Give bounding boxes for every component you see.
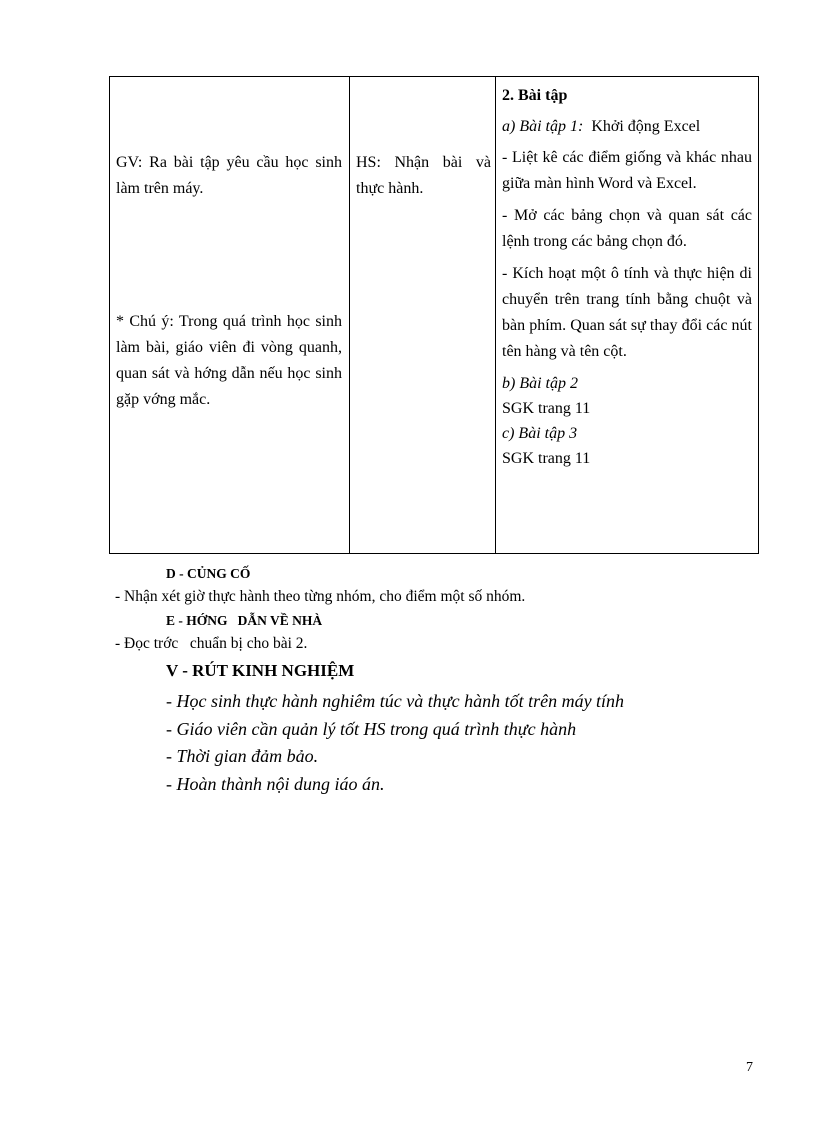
lesson-table (109, 76, 759, 554)
section-e-body: - Đọc trớc chuẩn bị cho bài 2. (115, 635, 308, 652)
exercise-a-text: Khởi động Excel (591, 118, 701, 135)
section-v-heading: V - RÚT KINH NGHIỆM (166, 661, 355, 680)
experience-item: - Thời gian đảm bảo. (166, 746, 319, 766)
exercise-a-label: a) Bài tập 1: (502, 118, 584, 135)
exercise-heading: 2. Bài tập (502, 87, 568, 104)
column-divider (495, 77, 496, 553)
exercise-item-1: - Liệt kê các điểm giống và khác nhau giữa màn hình Word và Excel. (502, 149, 752, 192)
page-number: 7 (746, 1060, 753, 1075)
student-task: HS: Nhận bài và thực hành. (356, 154, 491, 197)
exercise-column (502, 83, 752, 471)
exercise-a (502, 115, 752, 139)
exercise-c-text: SGK trang 11 (502, 450, 591, 467)
experience-item: - Học sinh thực hành nghiêm túc và thực hành tốt trên máy tính (166, 691, 625, 711)
section-d-heading: D - CỦNG CỐ (166, 566, 251, 581)
section-d-body: - Nhận xét giờ thực hành theo từng nhóm, cho điểm một số nhóm. (115, 588, 526, 605)
teacher-note: * Chú ý: Trong quá trình học sinh làm bài, giáo viên đi vòng quanh, quan sát và hớng dẫn nếu học sinh gặp vớng mắc. (116, 313, 342, 408)
exercise-item-2: - Mở các bảng chọn và quan sát các lệnh trong các bảng chọn đó. (502, 207, 752, 250)
exercise-item-3: - Kích hoạt một ô tính và thực hiện di chuyển trên trang tính bằng chuột và bàn phím. Quan sát sự thay đổi các nút tên hàng và tên cột. (502, 265, 752, 360)
exercise-b-label: b) Bài tập 2 (502, 375, 578, 392)
exercise-c-label: c) Bài tập 3 (502, 425, 578, 442)
column-divider (349, 77, 350, 553)
exercise-b-text: SGK trang 11 (502, 400, 591, 417)
section-e-heading: E - HỚNG DẪN VỀ NHÀ (166, 613, 323, 628)
teacher-task: GV: Ra bài tập yêu cầu học sinh làm trên máy. (116, 154, 342, 197)
experience-item: - Hoàn thành nội dung iáo án. (166, 774, 385, 794)
experience-item: - Giáo viên cần quản lý tốt HS trong quá trình thực hành (166, 719, 577, 739)
